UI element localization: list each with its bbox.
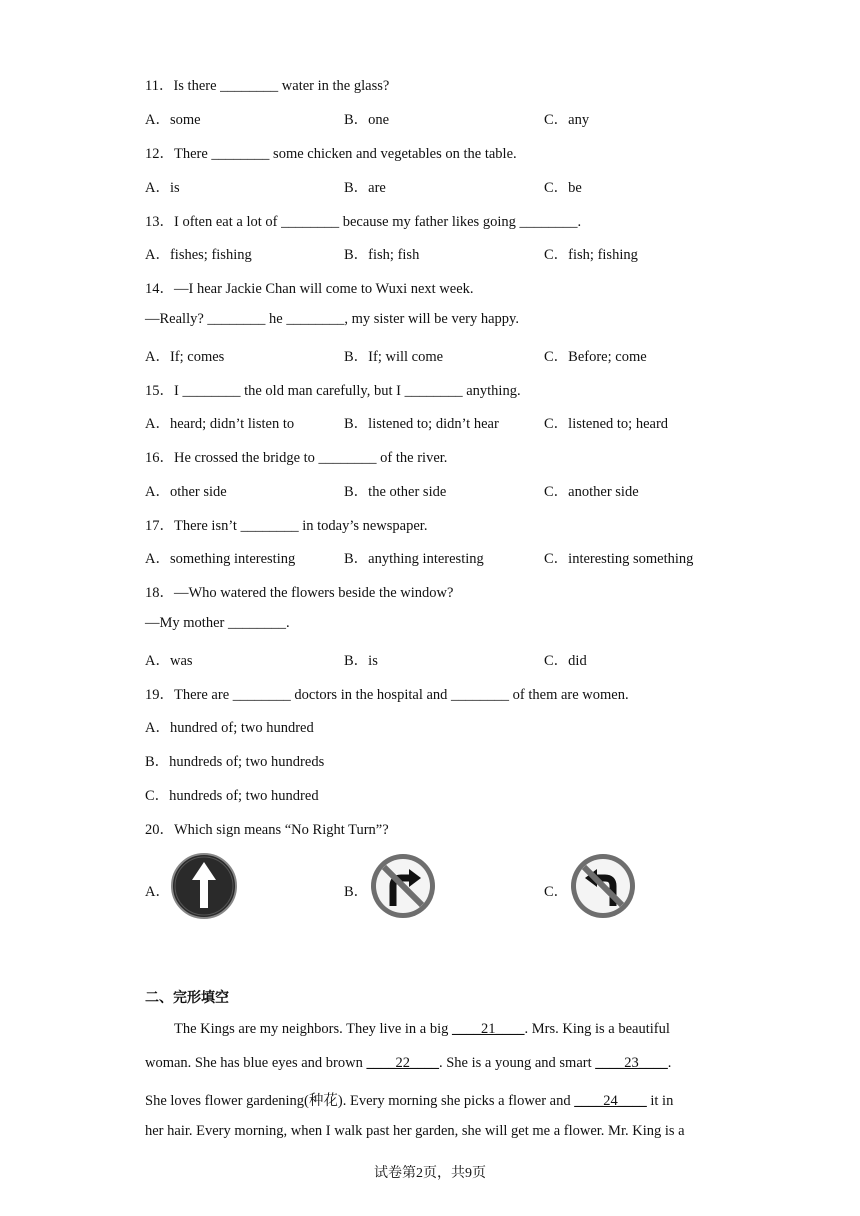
q11-option-c: C．any <box>544 112 590 128</box>
blank-22[interactable]: ____22____ <box>366 1055 439 1071</box>
q15-option-b: B．listened to; didn’t hear <box>344 416 499 432</box>
passage-text: The Kings are my neighbors. They live in a big <box>174 1021 452 1037</box>
no-right-turn-sign-icon <box>369 852 437 920</box>
q14-option-c: C．Before; come <box>544 349 647 365</box>
q16-option-a: A．other side <box>145 484 227 500</box>
q19-option-c: C．hundreds of; two hundred <box>145 788 319 804</box>
q19-option-b: B．hundreds of; two hundreds <box>145 754 325 770</box>
q12-option-a: A．is <box>145 180 180 196</box>
q16-option-b: B．the other side <box>344 484 447 500</box>
q18-option-a: A．was <box>145 653 193 669</box>
q13-option-a: A．fishes; fishing <box>145 247 252 263</box>
question-13-stem: 13．I often eat a lot of ________ because my father likes going ________. <box>145 214 582 230</box>
no-left-turn-sign-icon <box>569 852 637 920</box>
question-12-stem: 12．There ________ some chicken and vegetables on the table. <box>145 146 517 162</box>
passage-line-4 <box>145 1123 715 1140</box>
question-14-stem-2: —Really? ________ he ________, my sister will be very happy. <box>145 311 519 327</box>
passage-text: it in <box>646 1093 674 1109</box>
question-11-stem: 11．Is there ________ water in the glass? <box>145 78 390 94</box>
q13-option-b: B．fish; fish <box>344 247 420 263</box>
passage-line-1 <box>145 1021 715 1038</box>
question-18-stem-2: —My mother ________. <box>145 615 290 631</box>
q17-option-b: B．anything interesting <box>344 551 484 567</box>
passage-line-2 <box>145 1055 715 1072</box>
passage-text: She loves flower gardening(种花). Every morning she picks a flower and <box>145 1093 575 1109</box>
q14-option-a: A．If; comes <box>145 349 225 365</box>
question-16-stem: 16．He crossed the bridge to ________ of the river. <box>145 450 448 466</box>
blank-21[interactable]: ____21____ <box>452 1021 525 1037</box>
q15-option-a: A．heard; didn’t listen to <box>145 416 295 432</box>
q20-option-a: A． <box>145 884 170 900</box>
question-14-stem: 14．—I hear Jackie Chan will come to Wuxi next week. <box>145 281 474 297</box>
q20-option-c: C． <box>544 884 569 900</box>
passage-text: . She is a young and smart <box>438 1055 596 1071</box>
up-arrow-sign-icon <box>170 852 238 920</box>
q17-option-c: C．interesting something <box>544 551 694 567</box>
q18-option-c: C．did <box>544 653 587 669</box>
q11-option-b: B．one <box>344 112 390 128</box>
question-19-stem: 19．There are ________ doctors in the hospital and ________ of them are women. <box>145 687 629 703</box>
q15-option-c: C．listened to; heard <box>544 416 669 432</box>
passage-text: . <box>667 1055 672 1071</box>
passage-line-3 <box>145 1089 715 1110</box>
question-18-stem: 18．—Who watered the flowers beside the window? <box>145 585 454 601</box>
question-20-stem: 20．Which sign means “No Right Turn”? <box>145 822 389 838</box>
blank-24[interactable]: ____24____ <box>574 1093 647 1109</box>
q13-option-c: C．fish; fishing <box>544 247 638 263</box>
q12-option-b: B．are <box>344 180 386 196</box>
q14-option-b: B．If; will come <box>344 349 444 365</box>
section-2-title: 二、完形填空 <box>145 990 229 1006</box>
passage-text: . Mrs. King is a beautiful <box>524 1021 670 1037</box>
q16-option-c: C．another side <box>544 484 639 500</box>
question-15-stem: 15．I ________ the old man carefully, but I ________ anything. <box>145 383 521 399</box>
question-17-stem: 17．There isn’t ________ in today’s newspaper. <box>145 518 428 534</box>
q11-option-a: A．some <box>145 112 201 128</box>
passage-text: woman. She has blue eyes and brown <box>145 1055 367 1071</box>
blank-23[interactable]: ____23____ <box>595 1055 668 1071</box>
q17-option-a: A．something interesting <box>145 551 296 567</box>
passage-text: her hair. Every morning, when I walk past her garden, she will get me a flower. Mr. King is a <box>145 1123 685 1139</box>
q19-option-a: A．hundred of; two hundred <box>145 720 314 736</box>
q20-option-b: B． <box>344 884 369 900</box>
q18-option-b: B．is <box>344 653 378 669</box>
q12-option-c: C．be <box>544 180 582 196</box>
page-footer: 试卷第2页，共9页 <box>374 1166 486 1181</box>
